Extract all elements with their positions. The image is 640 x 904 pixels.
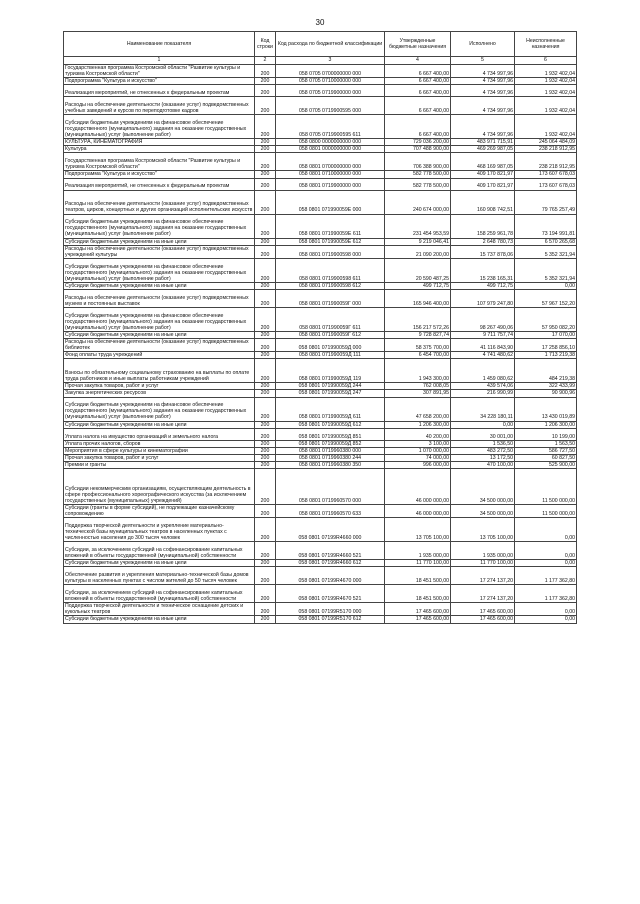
- cell-name: Премии и гранты: [64, 461, 255, 468]
- cell-approved: 9 219 046,41: [385, 238, 451, 245]
- cell-kbk: 058 0801 071990059Е 611: [276, 214, 385, 238]
- cell-approved: 707 488 900,00: [385, 146, 451, 153]
- cell-approved: 58 375 700,00: [385, 339, 451, 352]
- cell-executed: 469 269 987,05: [451, 146, 515, 153]
- cell-kbk: 058 0801 0000000000 000: [276, 146, 385, 153]
- cell-approved: 762 008,05: [385, 383, 451, 390]
- cell-executed: 1 536,50: [451, 440, 515, 447]
- cell-line-code: 200: [255, 245, 276, 258]
- cell-remaining: 322 433,99: [515, 383, 577, 390]
- cell-line-code: 200: [255, 567, 276, 585]
- cell-remaining: 1 932 402,04: [515, 97, 577, 115]
- cell-executed: 4 734 997,96: [451, 97, 515, 115]
- table-row: [64, 397, 577, 421]
- cell-approved: 74 000,00: [385, 454, 451, 461]
- cell-remaining: 0,00: [515, 518, 577, 542]
- cell-executed: 483 971 715,91: [451, 139, 515, 146]
- table-row: [64, 447, 577, 454]
- cell-name: Субсидии, за исключением субсидий на софинансирование капитальных вложений в объекты государственной (муниципальной) собственности: [64, 585, 255, 603]
- cell-kbk: 058 0801 07199R5170 000: [276, 603, 385, 616]
- cell-remaining: 0,00: [515, 603, 577, 616]
- cell-name: Субсидии бюджетным учреждениям на иные цели: [64, 282, 255, 289]
- table-row: [64, 258, 577, 282]
- table-row: [64, 390, 577, 397]
- cell-approved: 165 946 400,00: [385, 289, 451, 307]
- table-row: [64, 153, 577, 171]
- table-row: [64, 421, 577, 428]
- cell-line-code: 200: [255, 461, 276, 468]
- header-row: [64, 32, 577, 57]
- cell-kbk: 058 0801 0710000000 000: [276, 171, 385, 178]
- cell-line-code: 200: [255, 78, 276, 85]
- col-number: 2: [255, 57, 276, 65]
- cell-name: Субсидии бюджетным учреждениям на финансовое обеспечение государственного (муниципального) задания на оказание государственных (муниципальных) услуг (выполнение работ): [64, 397, 255, 421]
- cell-kbk: 058 0705 0710000000 000: [276, 78, 385, 85]
- cell-name: Взносы по обязательному социальному страхованию на выплаты по оплате труда работников и иные выплаты работникам учреждений: [64, 359, 255, 383]
- cell-name: Реализация мероприятий, не отнесенных к федеральным проектам: [64, 178, 255, 190]
- cell-remaining: 57 950 082,20: [515, 307, 577, 331]
- cell-executed: 4 734 997,96: [451, 85, 515, 97]
- table-row: [64, 542, 577, 560]
- table-row: [64, 65, 577, 78]
- cell-executed: 107 979 247,80: [451, 289, 515, 307]
- cell-executed: 34 500 000,00: [451, 504, 515, 517]
- cell-remaining: 6 570 265,68: [515, 238, 577, 245]
- cell-executed: 0,00: [451, 421, 515, 428]
- cell-kbk: 058 0801 07199R4660 521: [276, 542, 385, 560]
- cell-remaining: 79 765 257,49: [515, 190, 577, 214]
- col-number: 6: [515, 57, 577, 65]
- cell-name: Закупка энергетических ресурсов: [64, 390, 255, 397]
- header-executed: Исполнено: [451, 32, 515, 57]
- cell-approved: 21 090 200,00: [385, 245, 451, 258]
- cell-remaining: 1 177 362,80: [515, 585, 577, 603]
- col-number: 1: [64, 57, 255, 65]
- cell-approved: 1 206 300,00: [385, 421, 451, 428]
- cell-name: Субсидии (гранты в форме субсидий), не подлежащие казначейскому сопровождению: [64, 504, 255, 517]
- cell-executed: 17 274 137,20: [451, 585, 515, 603]
- cell-name: Уплата налога на имущество организаций и земельного налога: [64, 428, 255, 440]
- cell-line-code: 200: [255, 214, 276, 238]
- cell-remaining: 586 727,50: [515, 447, 577, 454]
- cell-executed: 4 734 997,96: [451, 65, 515, 78]
- cell-name: Субсидии бюджетным учреждениям на иные цели: [64, 560, 255, 567]
- cell-name: Реализация мероприятий, не отнесенных к федеральным проектам: [64, 85, 255, 97]
- table-row: [64, 560, 577, 567]
- cell-line-code: 200: [255, 139, 276, 146]
- table-row: [64, 245, 577, 258]
- cell-line-code: 200: [255, 359, 276, 383]
- cell-kbk: 058 0801 0719900598 612: [276, 282, 385, 289]
- cell-line-code: 200: [255, 421, 276, 428]
- table-row: [64, 383, 577, 390]
- cell-executed: 15 238 165,31: [451, 258, 515, 282]
- cell-name: Прочая закупка товаров, работ и услуг: [64, 454, 255, 461]
- cell-line-code: 200: [255, 603, 276, 616]
- cell-kbk: 058 0801 0719960380 244: [276, 454, 385, 461]
- table-row: [64, 603, 577, 616]
- cell-line-code: 200: [255, 616, 276, 623]
- column-number-row: [64, 57, 577, 65]
- cell-line-code: 200: [255, 468, 276, 504]
- cell-approved: 729 036 200,00: [385, 139, 451, 146]
- cell-executed: 158 259 961,78: [451, 214, 515, 238]
- header-remaining: Неисполненные назначения: [515, 32, 577, 57]
- cell-kbk: 058 0801 071990059Г 000: [276, 289, 385, 307]
- cell-executed: 216 990,99: [451, 390, 515, 397]
- cell-line-code: 200: [255, 397, 276, 421]
- cell-kbk: 058 0801 071990059Д 612: [276, 421, 385, 428]
- cell-line-code: 200: [255, 447, 276, 454]
- cell-kbk: 058 0801 071990059Г 611: [276, 307, 385, 331]
- cell-kbk: 058 0801 0719960570 000: [276, 468, 385, 504]
- cell-approved: 18 451 500,00: [385, 585, 451, 603]
- cell-name: Подпрограмма "Культура и искусство": [64, 78, 255, 85]
- header-approved: Утвержденные бюджетные назначения: [385, 32, 451, 57]
- cell-remaining: 173 607 678,03: [515, 171, 577, 178]
- page-number: 30: [315, 18, 325, 27]
- cell-executed: 17 274 137,20: [451, 567, 515, 585]
- cell-name: Поддержка творческой деятельности и укрепление материально-технической базы муниципальных театров в населенных пунктах с численностью населения до 300 тысяч человек: [64, 518, 255, 542]
- table-row: [64, 504, 577, 517]
- cell-approved: 9 728 827,74: [385, 331, 451, 338]
- cell-remaining: 57 967 152,20: [515, 289, 577, 307]
- cell-name: Государственная программа Костромской области "Развитие культуры и туризма Костромской области": [64, 65, 255, 78]
- cell-approved: 996 000,00: [385, 461, 451, 468]
- cell-approved: 499 712,75: [385, 282, 451, 289]
- cell-line-code: 200: [255, 560, 276, 567]
- cell-line-code: 200: [255, 146, 276, 153]
- cell-kbk: 058 0801 0719960570 633: [276, 504, 385, 517]
- cell-kbk: 058 0705 0719900595 611: [276, 115, 385, 139]
- cell-executed: 11 770 100,00: [451, 560, 515, 567]
- cell-name: Субсидии бюджетным учреждениям на финансовое обеспечение государственного (муниципального) задания на оказание государственных (муниципальных) услуг (выполнение работ): [64, 115, 255, 139]
- cell-kbk: 058 0705 0719900000 000: [276, 85, 385, 97]
- table-row: [64, 428, 577, 440]
- cell-kbk: 058 0801 0700000000 000: [276, 153, 385, 171]
- cell-remaining: 1 932 402,04: [515, 85, 577, 97]
- cell-line-code: 200: [255, 383, 276, 390]
- cell-remaining: 1 563,50: [515, 440, 577, 447]
- table-row: [64, 307, 577, 331]
- header-name: Наименование показателя: [64, 32, 255, 57]
- cell-executed: 30 001,00: [451, 428, 515, 440]
- cell-executed: 2 648 780,73: [451, 238, 515, 245]
- cell-name: Уплата прочих налогов, сборов: [64, 440, 255, 447]
- cell-approved: 706 388 900,00: [385, 153, 451, 171]
- cell-line-code: 200: [255, 454, 276, 461]
- cell-line-code: 200: [255, 115, 276, 139]
- cell-executed: 17 465 600,00: [451, 603, 515, 616]
- cell-remaining: 90 900,96: [515, 390, 577, 397]
- cell-remaining: 5 352 321,94: [515, 245, 577, 258]
- cell-line-code: 200: [255, 585, 276, 603]
- cell-remaining: 245 064 484,09: [515, 139, 577, 146]
- cell-remaining: 0,00: [515, 282, 577, 289]
- table-row: [64, 85, 577, 97]
- cell-kbk: 058 0801 07199R4670 521: [276, 585, 385, 603]
- cell-line-code: 200: [255, 339, 276, 352]
- cell-name: Субсидии бюджетным учреждениям на финансовое обеспечение государственного (муниципального) задания на оказание государственных (муниципальных) услуг (выполнение работ): [64, 307, 255, 331]
- cell-kbk: 058 0801 0719900598 611: [276, 258, 385, 282]
- cell-approved: 6 667 400,00: [385, 85, 451, 97]
- cell-executed: 17 465 600,00: [451, 616, 515, 623]
- table-row: [64, 585, 577, 603]
- cell-approved: 3 100,00: [385, 440, 451, 447]
- table-row: [64, 454, 577, 461]
- cell-remaining: 60 827,50: [515, 454, 577, 461]
- cell-line-code: 200: [255, 282, 276, 289]
- cell-approved: 20 590 487,25: [385, 258, 451, 282]
- cell-kbk: 058 0705 0700000000 000: [276, 65, 385, 78]
- cell-remaining: 0,00: [515, 560, 577, 567]
- table-row: [64, 461, 577, 468]
- table-row: [64, 115, 577, 139]
- cell-approved: 6 667 400,00: [385, 65, 451, 78]
- table-row: [64, 339, 577, 352]
- cell-approved: 46 000 000,00: [385, 468, 451, 504]
- table-row: [64, 238, 577, 245]
- table-row: [64, 616, 577, 623]
- cell-remaining: 0,00: [515, 616, 577, 623]
- cell-kbk: 058 0801 07199R4660 612: [276, 560, 385, 567]
- cell-kbk: 058 0801 07199R4670 000: [276, 567, 385, 585]
- cell-name: Обеспечение развития и укрепления материально-технической базы домов культуры в населенных пунктах с числом жителей до 50 тысяч человек: [64, 567, 255, 585]
- cell-remaining: 1 713 219,38: [515, 352, 577, 359]
- cell-remaining: 238 218 912,95: [515, 153, 577, 171]
- cell-name: Поддержка творческой деятельности и техническое оснащение детских и кукольных театров: [64, 603, 255, 616]
- cell-executed: 409 170 821,97: [451, 178, 515, 190]
- cell-line-code: 200: [255, 289, 276, 307]
- cell-line-code: 200: [255, 190, 276, 214]
- cell-line-code: 200: [255, 178, 276, 190]
- cell-kbk: 058 0801 071990059Д 611: [276, 397, 385, 421]
- cell-remaining: 1 932 402,04: [515, 78, 577, 85]
- table-row: [64, 440, 577, 447]
- cell-remaining: 173 607 678,03: [515, 178, 577, 190]
- cell-approved: 6 667 400,00: [385, 78, 451, 85]
- cell-executed: 1 459 080,62: [451, 359, 515, 383]
- cell-remaining: 238 218 912,95: [515, 146, 577, 153]
- cell-kbk: 058 0705 0719900595 000: [276, 97, 385, 115]
- cell-line-code: 200: [255, 85, 276, 97]
- cell-line-code: 200: [255, 238, 276, 245]
- cell-approved: 231 454 953,59: [385, 214, 451, 238]
- cell-line-code: 200: [255, 65, 276, 78]
- cell-name: Расходы на обеспечение деятельности (оказание услуг) подведомственных музеев и постоянных выставок: [64, 289, 255, 307]
- cell-kbk: 058 0801 071990059Д 000: [276, 339, 385, 352]
- cell-executed: 470 100,00: [451, 461, 515, 468]
- cell-approved: 1 935 000,00: [385, 542, 451, 560]
- budget-execution-table: [63, 31, 577, 624]
- cell-approved: 17 465 600,00: [385, 616, 451, 623]
- cell-line-code: 200: [255, 97, 276, 115]
- cell-line-code: 200: [255, 171, 276, 178]
- cell-name: Культура: [64, 146, 255, 153]
- cell-executed: 1 935 000,00: [451, 542, 515, 560]
- cell-name: Субсидии бюджетным учреждениям на иные цели: [64, 331, 255, 338]
- cell-approved: 18 451 500,00: [385, 567, 451, 585]
- cell-line-code: 200: [255, 352, 276, 359]
- cell-name: Государственная программа Костромской области "Развитие культуры и туризма Костромской области": [64, 153, 255, 171]
- cell-executed: 499 712,75: [451, 282, 515, 289]
- header-kbk: Код расхода по бюджетной классификации: [276, 32, 385, 57]
- col-number: 3: [276, 57, 385, 65]
- cell-remaining: 17 258 856,10: [515, 339, 577, 352]
- cell-approved: 6 454 700,00: [385, 352, 451, 359]
- cell-line-code: 200: [255, 307, 276, 331]
- cell-remaining: 5 352 321,94: [515, 258, 577, 282]
- cell-executed: 41 116 843,90: [451, 339, 515, 352]
- table-row: [64, 178, 577, 190]
- cell-kbk: 058 0801 0719960380 350: [276, 461, 385, 468]
- table-row: [64, 289, 577, 307]
- cell-name: Субсидии бюджетным учреждениям на иные цели: [64, 421, 255, 428]
- col-number: 4: [385, 57, 451, 65]
- cell-name: Расходы на обеспечение деятельности (оказание услуг) подведомственных театров, цирков, концертных и других организаций исполнительских искусств: [64, 190, 255, 214]
- table-row: [64, 352, 577, 359]
- cell-name: Расходы на обеспечение деятельности (оказание услуг) подведомственных учебных заведений и курсов по переподготовке кадров: [64, 97, 255, 115]
- cell-executed: 4 734 997,96: [451, 115, 515, 139]
- cell-remaining: 73 194 991,81: [515, 214, 577, 238]
- cell-line-code: 200: [255, 542, 276, 560]
- cell-kbk: 058 0801 07199R5170 612: [276, 616, 385, 623]
- cell-remaining: 17 070,00: [515, 331, 577, 338]
- cell-approved: 6 667 400,00: [385, 115, 451, 139]
- cell-remaining: 0,00: [515, 542, 577, 560]
- cell-line-code: 200: [255, 390, 276, 397]
- table-row: [64, 97, 577, 115]
- cell-line-code: 200: [255, 504, 276, 517]
- cell-executed: 160 908 742,51: [451, 190, 515, 214]
- cell-name: Прочая закупка товаров, работ и услуг: [64, 383, 255, 390]
- cell-executed: 4 741 480,62: [451, 352, 515, 359]
- cell-kbk: 058 0801 071990059Е 000: [276, 190, 385, 214]
- cell-remaining: 1 206 300,00: [515, 421, 577, 428]
- table-row: [64, 171, 577, 178]
- cell-approved: 46 000 000,00: [385, 504, 451, 517]
- cell-approved: 11 770 100,00: [385, 560, 451, 567]
- cell-approved: 307 891,95: [385, 390, 451, 397]
- cell-remaining: 11 500 000,00: [515, 468, 577, 504]
- table-row: [64, 567, 577, 585]
- cell-kbk: 058 0801 0719960380 000: [276, 447, 385, 454]
- cell-remaining: 525 900,00: [515, 461, 577, 468]
- cell-remaining: 13 430 019,89: [515, 397, 577, 421]
- table-row: [64, 146, 577, 153]
- cell-approved: 13 705 100,00: [385, 518, 451, 542]
- cell-name: Мероприятия в сфере культуры и кинематографии: [64, 447, 255, 454]
- cell-executed: 9 711 757,74: [451, 331, 515, 338]
- cell-kbk: 058 0801 071990059Д 111: [276, 352, 385, 359]
- cell-name: Субсидии бюджетным учреждениям на финансовое обеспечение государственного (муниципального) задания на оказание государственных (муниципальных) услуг (выполнение работ): [64, 258, 255, 282]
- cell-name: Расходы на обеспечение деятельности (оказание услуг) подведомственных библиотек: [64, 339, 255, 352]
- table-row: [64, 331, 577, 338]
- cell-executed: 409 170 821,97: [451, 171, 515, 178]
- cell-kbk: 058 0801 071990059Д 852: [276, 440, 385, 447]
- cell-executed: 483 272,50: [451, 447, 515, 454]
- table-row: [64, 518, 577, 542]
- cell-approved: 1 943 300,00: [385, 359, 451, 383]
- cell-approved: 582 778 500,00: [385, 171, 451, 178]
- cell-line-code: 200: [255, 440, 276, 447]
- cell-line-code: 200: [255, 518, 276, 542]
- cell-name: Субсидии бюджетным учреждениям на иные цели: [64, 238, 255, 245]
- cell-remaining: 1 177 362,80: [515, 567, 577, 585]
- cell-name: Расходы на обеспечение деятельности (оказание услуг) подведомственных учреждений культуры: [64, 245, 255, 258]
- cell-name: Субсидии, за исключением субсидий на софинансирование капитальных вложений в объекты государственной (муниципальной) собственности: [64, 542, 255, 560]
- cell-kbk: 058 0800 0000000000 000: [276, 139, 385, 146]
- table-row: [64, 282, 577, 289]
- table-row: [64, 359, 577, 383]
- header-line-code: Код строки: [255, 32, 276, 57]
- cell-executed: 4 734 997,96: [451, 78, 515, 85]
- table-row: [64, 214, 577, 238]
- cell-approved: 240 674 000,00: [385, 190, 451, 214]
- cell-name: Субсидии некоммерческим организациям, осуществляющим деятельность в сфере профессионального хореографического искусства (за исключением государственных (муниципальных) учреждений): [64, 468, 255, 504]
- cell-kbk: 058 0801 071990059Д 851: [276, 428, 385, 440]
- cell-remaining: 10 199,00: [515, 428, 577, 440]
- table-row: [64, 139, 577, 146]
- cell-line-code: 200: [255, 331, 276, 338]
- cell-executed: 34 228 180,11: [451, 397, 515, 421]
- cell-approved: 156 217 572,26: [385, 307, 451, 331]
- cell-kbk: 058 0801 071990059Е 612: [276, 238, 385, 245]
- cell-approved: 47 658 200,00: [385, 397, 451, 421]
- cell-kbk: 058 0801 071990059Г 612: [276, 331, 385, 338]
- cell-executed: 13 705 100,00: [451, 518, 515, 542]
- cell-kbk: 058 0801 071990059Д 119: [276, 359, 385, 383]
- cell-executed: 13 172,50: [451, 454, 515, 461]
- cell-kbk: 058 0801 071990059Д 244: [276, 383, 385, 390]
- cell-name: КУЛЬТУРА, КИНЕМАТОГРАФИЯ: [64, 139, 255, 146]
- table-row: [64, 190, 577, 214]
- cell-approved: 40 200,00: [385, 428, 451, 440]
- table-row: [64, 468, 577, 504]
- col-number: 5: [451, 57, 515, 65]
- cell-name: Фонд оплаты труда учреждений: [64, 352, 255, 359]
- cell-executed: 468 169 987,05: [451, 153, 515, 171]
- cell-executed: 15 737 878,06: [451, 245, 515, 258]
- cell-name: Субсидии бюджетным учреждениям на финансовое обеспечение государственного (муниципального) задания на оказание государственных (муниципальных) услуг (выполнение работ): [64, 214, 255, 238]
- cell-line-code: 200: [255, 258, 276, 282]
- cell-approved: 17 465 600,00: [385, 603, 451, 616]
- cell-kbk: 058 0801 0719900000 000: [276, 178, 385, 190]
- cell-approved: 582 778 500,00: [385, 178, 451, 190]
- table-row: [64, 78, 577, 85]
- cell-remaining: 1 932 402,04: [515, 65, 577, 78]
- cell-kbk: 058 0801 071990059Д 247: [276, 390, 385, 397]
- cell-name: Подпрограмма "Культура и искусство": [64, 171, 255, 178]
- cell-name: Субсидии бюджетным учреждениям на иные цели: [64, 616, 255, 623]
- cell-line-code: 200: [255, 153, 276, 171]
- cell-approved: 1 070 000,00: [385, 447, 451, 454]
- cell-kbk: 058 0801 0719900598 000: [276, 245, 385, 258]
- cell-executed: 34 500 000,00: [451, 468, 515, 504]
- cell-approved: 6 667 400,00: [385, 97, 451, 115]
- cell-executed: 98 267 490,06: [451, 307, 515, 331]
- cell-line-code: 200: [255, 428, 276, 440]
- cell-remaining: 11 500 000,00: [515, 504, 577, 517]
- cell-executed: 439 574,06: [451, 383, 515, 390]
- cell-remaining: 484 219,38: [515, 359, 577, 383]
- cell-remaining: 1 932 402,04: [515, 115, 577, 139]
- cell-kbk: 058 0801 07199R4660 000: [276, 518, 385, 542]
